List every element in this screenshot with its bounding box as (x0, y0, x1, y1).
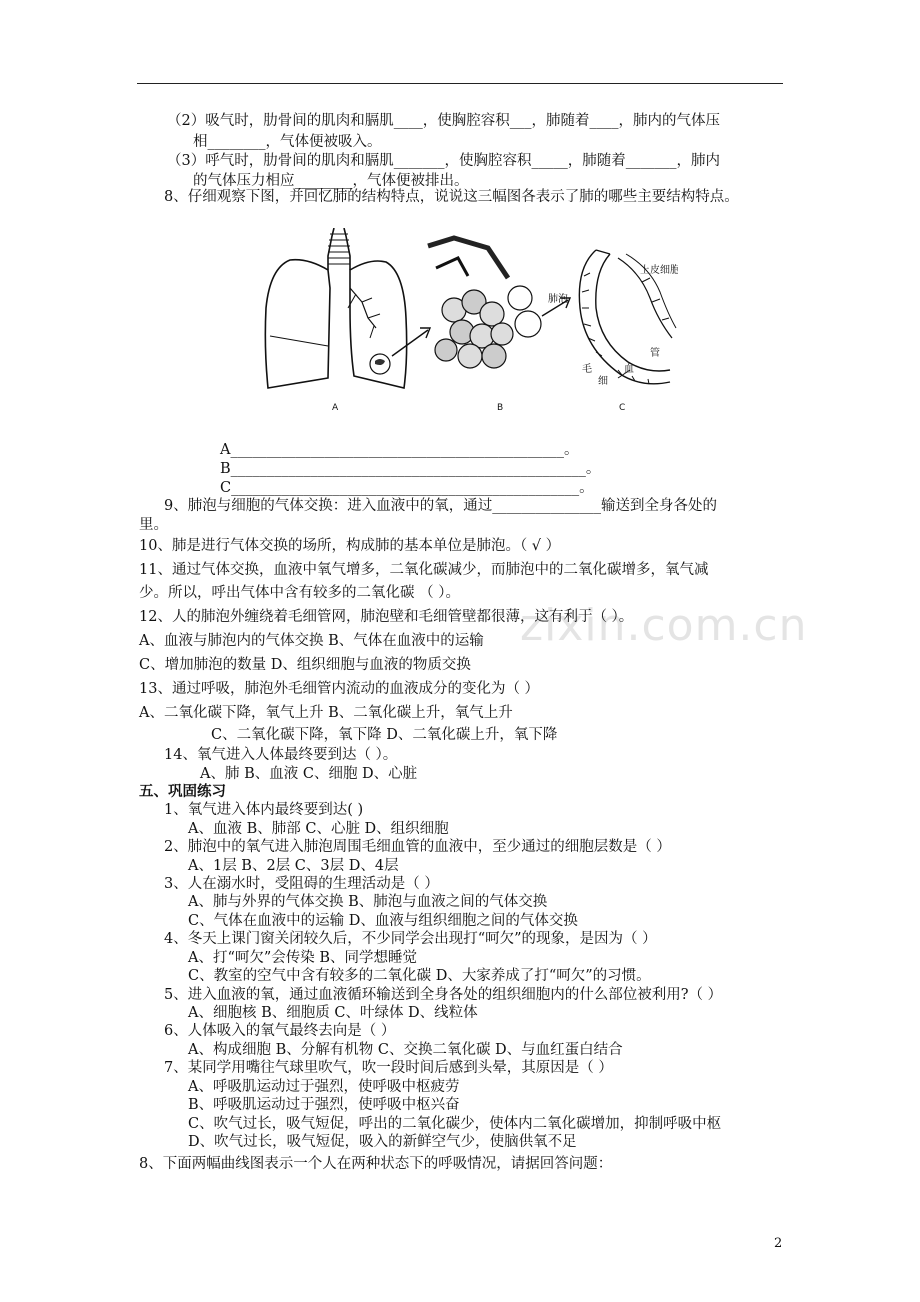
figure-label-a: A (332, 403, 339, 413)
exercise-4-options-1: A、打“呵欠”会传染 B、同学想睡觉 (188, 950, 418, 966)
exercise-2: 2、肺泡中的氧气进入肺泡周围毛细血管的血液中，至少通过的细胞层数是（ ） (164, 839, 671, 855)
q13-options-2: C、二氧化碳下降，氧下降 D、二氧化碳上升，氧下降 (211, 727, 558, 743)
question-12: 12、人的肺泡外缠绕着毛细管网，肺泡壁和毛细管壁都很薄，这有利于（ ）。 (139, 609, 634, 625)
label-capillary-1: 毛 (582, 364, 592, 375)
figure-label-b: B (497, 403, 504, 413)
question-13: 13、通过呼吸，肺泡外毛细管内流动的血液成分的变化为（ ） (139, 681, 540, 697)
header-rule (137, 83, 783, 84)
q13-options-1: A、二氧化碳下降，氧气上升 B、二氧化碳上升，氧气上升 (139, 705, 513, 721)
exercise-8: 8、下面两幅曲线图表示一个人在两种状态下的呼吸情况，请据回答问题： (139, 1156, 613, 1172)
exercise-7-option-d: D、吹气过长，吸气短促，吸入的新鲜空气少，使脑供氧不足 (188, 1134, 577, 1150)
answer-line-a: A______________________________________________。 (220, 442, 579, 458)
page-number: 2 (774, 1236, 783, 1251)
text-line-1: （2）吸气时，肋骨间的肌肉和膈肌____，使胸腔容积___，肺随着____，肺内的气体压 (167, 113, 720, 129)
q12-options-2: C、增加肺泡的数量 D、组织细胞与血液的物质交换 (139, 657, 471, 673)
label-capillary-3: 血 (624, 364, 634, 375)
answer-line-c: C________________________________________________。 (220, 480, 594, 496)
question-14: 14、氧气进入人体最终要到达（ ）。 (164, 747, 398, 763)
label-capillary-4: 管 (650, 348, 660, 359)
exercise-7: 7、某同学用嘴往气球里吹气，吹一段时间后感到头晕，其原因是（ ） (164, 1060, 613, 1076)
text-line-3: （3）呼气时，肋骨间的肌肉和膈肌_______，使胸腔容积_____，肺随着_______，肺内 (167, 153, 720, 169)
answer-line-b: B_________________________________________________。 (220, 461, 601, 477)
watermark: zixin.com.cn (520, 600, 808, 651)
exercise-1-options: A、血液 B、肺部 C、心脏 D、组织细胞 (188, 821, 449, 837)
question-10: 10、肺是进行气体交换的场所，构成肺的基本单位是肺泡。（ √ ） (139, 538, 561, 554)
figure-label-c: C (619, 403, 626, 413)
lung-diagram (258, 228, 678, 418)
text-line-2: 相________，气体便被吸入。 (193, 134, 382, 150)
label-capillary-2: 细 (598, 376, 608, 387)
exercise-7-option-c: C、吹气过长，吸气短促，呼出的二氧化碳少，使体内二氧化碳增加，抑制呼吸中枢 (188, 1116, 722, 1132)
exercise-3: 3、人在溺水时，受阻碍的生理活动是（ ） (164, 876, 439, 892)
exercise-1: 1、氧气进入体内最终要到达( ) (164, 802, 364, 818)
question-8: 8、仔细观察下图，并回忆肺的结构特点，说说这三幅图各表示了肺的哪些主要结构特点。 (164, 189, 739, 205)
exercise-6-options: A、构成细胞 B、分解有机物 C、交换二氧化碳 D、与血红蛋白结合 (188, 1042, 623, 1058)
exercise-5: 5、进入血液的氧，通过血液循环输送到全身各处的组织细胞内的什么部位被利用?（ ） (164, 987, 723, 1003)
exercise-2-options: A、1层 B、2层 C、3层 D、4层 (188, 858, 399, 874)
figure-a-lungs (265, 228, 430, 388)
exercise-7-option-b: B、呼吸肌运动过于强烈，使呼吸中枢兴奋 (188, 1097, 460, 1113)
question-11: 11、通过气体交换，血液中氧气增多，二氧化碳减少，而肺泡中的二氧化碳增多，氧气减 (139, 562, 709, 578)
question-11-cont: 少。所以，呼出气体中含有较多的二氧化碳 （ ）。 (139, 585, 460, 601)
label-alveolus: 肺泡 (548, 294, 568, 305)
text-line-4: 的气体压力相应________，气体便被排出。 (193, 173, 469, 189)
question-9: 9、肺泡与细胞的气体交换：进入血液中的氧，通过_______________输送到全身各处的 (164, 498, 717, 514)
label-epithelium: 上皮细胞 (640, 265, 678, 276)
q14-options: A、肺 B、血液 C、细胞 D、心脏 (200, 766, 418, 782)
lung-structure-figure (258, 228, 678, 418)
exercise-4-options-2: C、教室的空气中含有较多的二氧化碳 D、大家养成了打“呵欠”的习惯。 (188, 968, 651, 984)
exercise-5-options: A、细胞核 B、细胞质 C、叶绿体 D、线粒体 (188, 1005, 478, 1021)
exercise-6: 6、人体吸入的氧气最终去向是（ ） (164, 1023, 396, 1039)
section-heading: 五、巩固练习 (139, 783, 226, 800)
exercise-3-options-1: A、肺与外界的气体交换 B、肺泡与血液之间的气体交换 (188, 894, 548, 910)
q12-options-1: A、血液与肺泡内的气体交换 B、气体在血液中的运输 (139, 633, 484, 649)
exercise-4: 4、冬天上课门窗关闭较久后，不少同学会出现打“呵欠”的现象，是因为（ ） (164, 931, 657, 947)
question-9-cont: 里。 (139, 517, 168, 533)
exercise-7-option-a: A、呼吸肌运动过于强烈，使呼吸中枢疲劳 (188, 1079, 460, 1095)
exercise-3-options-2: C、气体在血液中的运输 D、血液与组织细胞之间的气体交换 (188, 913, 578, 929)
